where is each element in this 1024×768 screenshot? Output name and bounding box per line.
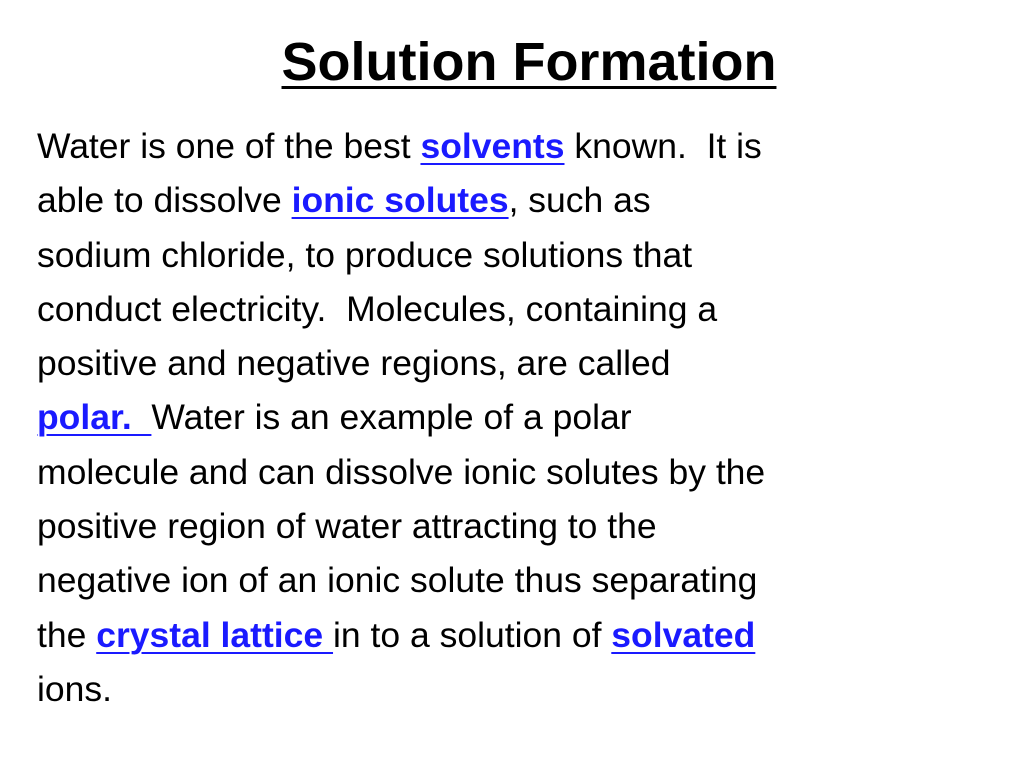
text-segment: ions. — [37, 668, 112, 709]
text-segment: positive and negative regions, are called — [37, 343, 671, 384]
paragraph-line — [37, 336, 997, 390]
text-segment: able to dissolve — [37, 180, 292, 221]
slide-title: Solution Formation — [281, 32, 777, 92]
text-segment: , such as — [508, 180, 651, 221]
paragraph-line — [37, 228, 997, 282]
term-link-solvated[interactable]: solvated — [611, 614, 756, 655]
text-segment: sodium chloride, to produce solutions that — [37, 234, 693, 275]
paragraph-line — [37, 445, 997, 499]
text-segment: molecule and can dissolve ionic solutes by the — [37, 451, 766, 492]
text-segment: in to a solution of — [333, 614, 612, 655]
text-segment: Water is one of the best — [37, 126, 421, 166]
text-segment: conduct electricity. Molecules, containing a — [37, 288, 718, 329]
paragraph-line — [37, 553, 997, 607]
text-segment: known. It is — [564, 126, 762, 166]
term-link-polar[interactable]: polar. — [37, 397, 152, 438]
text-segment: positive region of water attracting to the — [37, 506, 657, 547]
paragraph-line — [37, 499, 997, 553]
term-link-crystal-lattice[interactable]: crystal lattice — [96, 614, 334, 655]
paragraph-line — [37, 282, 997, 336]
paragraph-line — [37, 390, 997, 444]
paragraph-line — [37, 119, 997, 173]
text-segment: the — [37, 614, 97, 655]
text-segment: Water is an example of a polar — [151, 397, 632, 438]
paragraph-line — [37, 662, 997, 716]
text-segment: negative ion of an ionic solute thus separating — [37, 560, 758, 601]
slide-paragraph — [37, 119, 997, 716]
term-link-solvents[interactable]: solvents — [420, 126, 565, 166]
paragraph-line — [37, 173, 997, 227]
term-link-ionic-solutes[interactable]: ionic solutes — [291, 180, 509, 221]
paragraph-line — [37, 608, 997, 662]
